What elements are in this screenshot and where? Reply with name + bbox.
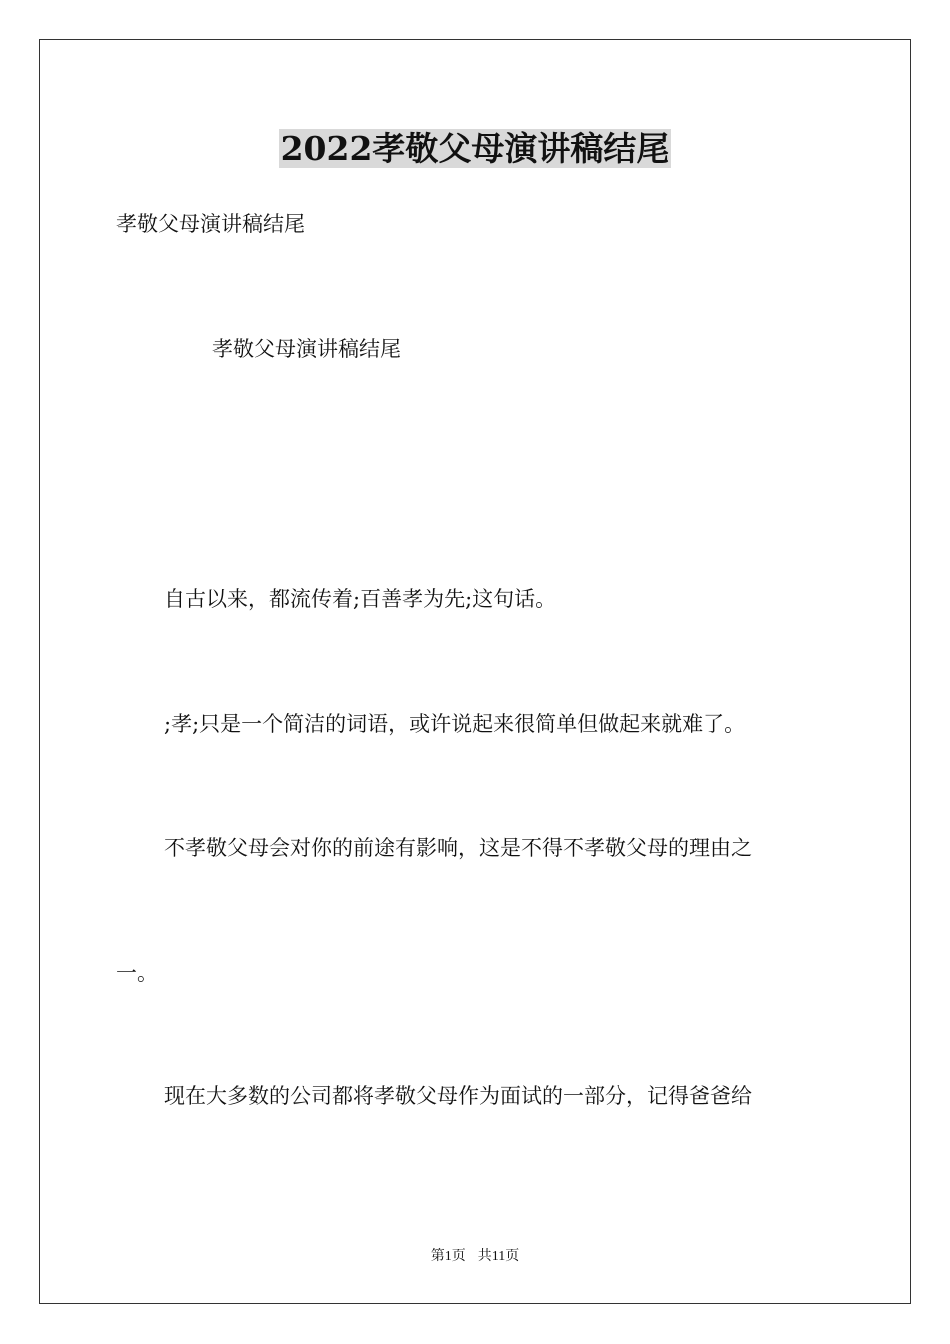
paragraph-2: ;孝;只是一个简洁的词语，或许说起来很简单但做起来就难了。 bbox=[164, 712, 746, 736]
page-number: 第1页 bbox=[430, 1249, 466, 1264]
document-title bbox=[0, 128, 950, 170]
document-subtitle: 孝敬父母演讲稿结尾 bbox=[116, 212, 305, 236]
page-footer bbox=[0, 1248, 950, 1266]
paragraph-3: 不孝敬父母会对你的前途有影响，这是不得不孝敬父母的理由之 bbox=[164, 836, 752, 860]
paragraph-3-continuation: 一。 bbox=[116, 961, 158, 985]
document-title-text: 2022孝敬父母演讲稿结尾 bbox=[280, 129, 670, 168]
section-heading: 孝敬父母演讲稿结尾 bbox=[212, 337, 401, 361]
paragraph-1: 自古以来，都流传着;百善孝为先;这句话。 bbox=[164, 587, 557, 611]
paragraph-4: 现在大多数的公司都将孝敬父母作为面试的一部分，记得爸爸给 bbox=[164, 1084, 752, 1108]
page-total: 共11页 bbox=[477, 1249, 520, 1264]
